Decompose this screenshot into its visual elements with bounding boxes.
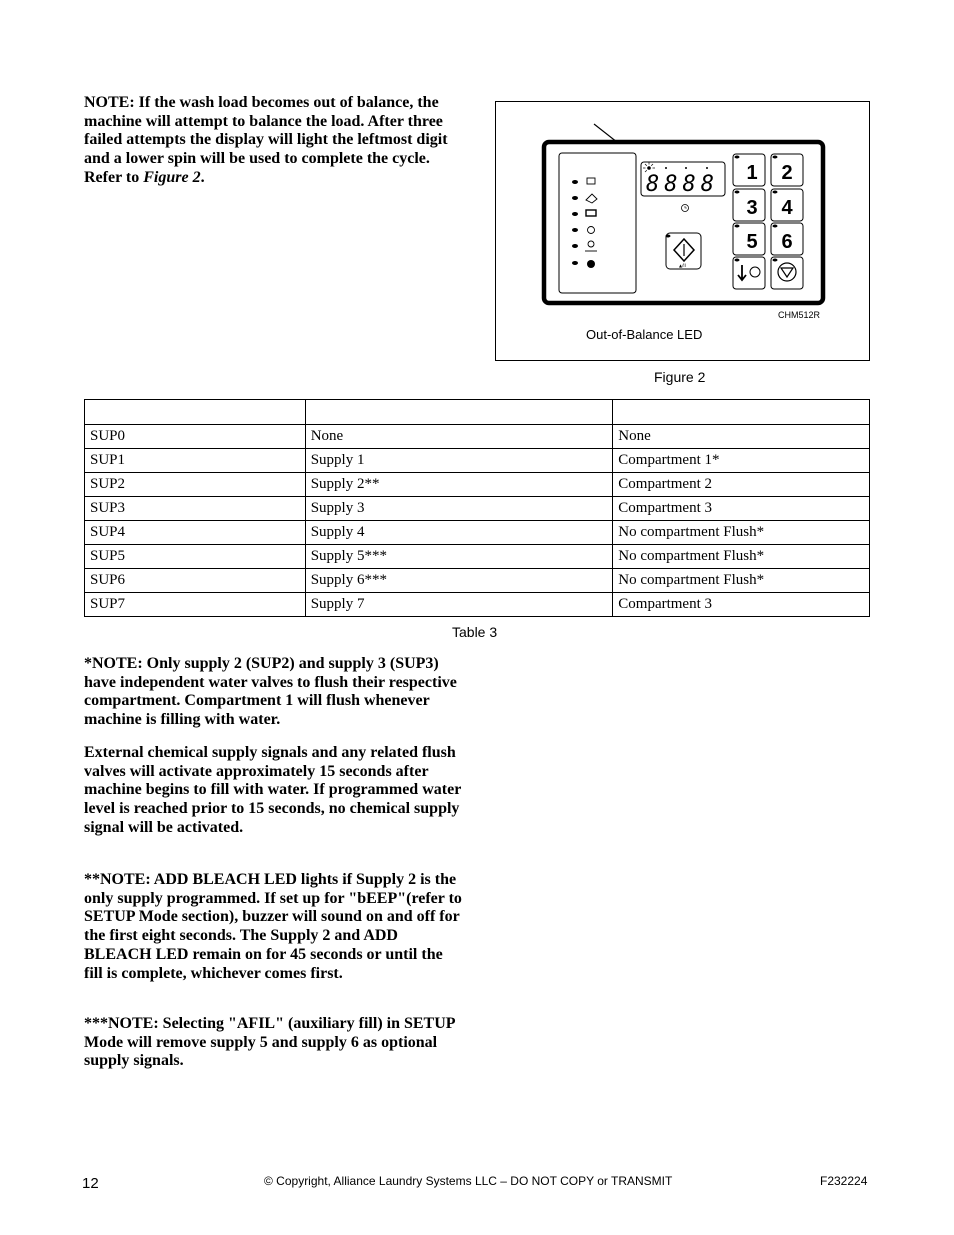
table-row — [85, 425, 870, 449]
table-row — [85, 521, 870, 545]
table-cell: None — [305, 425, 613, 449]
copyright-notice: © Copyright, Alliance Laundry Systems LLC – DO NOT COPY or TRANSMIT — [264, 1174, 673, 1188]
table-row — [85, 449, 870, 473]
table-header-row — [85, 400, 870, 425]
figure-2-box — [495, 101, 870, 361]
table-cell: SUP6 — [85, 569, 306, 593]
note-double-asterisk: **NOTE: ADD BLEACH LED lights if Supply 2 is the only supply programmed. If set up for "bEEP"(refer to SETUP Mode section), buzzer will sound on and off for the first eight seconds. The Supply 2 and ADD BLEACH LED remain on for 45 seconds or until the fill is complete, whichever comes first. — [84, 871, 462, 982]
svg-text:▲/II: ▲/II — [679, 263, 686, 268]
supply-table — [84, 399, 870, 617]
note-triple-asterisk: ***NOTE: Selecting "AFIL" (auxiliary fill) in SETUP Mode will remove supply 5 and supply 6 as optional supply signals. — [84, 1015, 455, 1070]
key-2-label: 2 — [781, 162, 793, 184]
document-number: F232224 — [820, 1174, 868, 1188]
out-of-balance-led-label: Out-of-Balance LED — [586, 327, 703, 342]
note-single-asterisk: *NOTE: Only supply 2 (SUP2) and supply 3 (SUP3) have independent water valves to flush their respective compartment. Compartment 1 will flush whenever machine is filling with water. — [84, 655, 457, 729]
table-row — [85, 569, 870, 593]
table-cell: None — [613, 425, 870, 449]
table-cell: Supply 2** — [305, 473, 613, 497]
figure-reference: Figure 2 — [143, 168, 201, 186]
table-cell: Compartment 2 — [613, 473, 870, 497]
note-out-of-balance-end: . — [200, 168, 205, 186]
note-out-of-balance-text: NOTE: If the wash load becomes out of balance, the machine will attempt to balance the load. After three failed attempts the display will light the leftmost digit and a lower spin will be used to complete the cycle. Refer to — [84, 94, 448, 186]
key-5-label: 5 — [746, 231, 758, 253]
status-led-panel — [559, 153, 636, 293]
note-out-of-balance — [84, 94, 464, 188]
table-row — [85, 593, 870, 617]
figure-code: CHM512R — [777, 310, 820, 320]
table-row — [85, 545, 870, 569]
table-cell: Compartment 3 — [613, 593, 870, 617]
table-cell: Supply 3 — [305, 497, 613, 521]
control-panel-illustration — [496, 102, 871, 362]
key-3-label: 3 — [746, 197, 758, 219]
table-row — [85, 473, 870, 497]
table-cell: Supply 5*** — [305, 545, 613, 569]
key-6-label: 6 — [781, 231, 793, 253]
display-digits: 8888 — [646, 172, 719, 197]
table-header-cell — [305, 400, 613, 425]
table-cell: SUP5 — [85, 545, 306, 569]
table-cell: Supply 6*** — [305, 569, 613, 593]
figure-caption: Figure 2 — [654, 369, 706, 385]
table-cell: No compartment Flush* — [613, 569, 870, 593]
table-row — [85, 497, 870, 521]
note-external-signals: External chemical supply signals and any related flush valves will activate approximately 15 seconds after machine begins to fill with water. If programmed water level is reached prior to 15 seconds, no chemical supply signal will be activated. — [84, 744, 461, 836]
table-cell: SUP0 — [85, 425, 306, 449]
table-cell: Supply 7 — [305, 593, 613, 617]
key-stop[interactable] — [771, 257, 803, 289]
table-cell: SUP2 — [85, 473, 306, 497]
table-header-cell — [613, 400, 870, 425]
table-cell: Compartment 3 — [613, 497, 870, 521]
table-cell: No compartment Flush* — [613, 545, 870, 569]
table-cell: Compartment 1* — [613, 449, 870, 473]
table-cell: SUP7 — [85, 593, 306, 617]
key-4-label: 4 — [781, 197, 793, 219]
page-number: 12 — [82, 1175, 99, 1192]
table-header-cell — [85, 400, 306, 425]
table-cell: SUP1 — [85, 449, 306, 473]
table-caption: Table 3 — [452, 624, 498, 640]
table-cell: Supply 1 — [305, 449, 613, 473]
table-cell: SUP4 — [85, 521, 306, 545]
table-cell: SUP3 — [85, 497, 306, 521]
table-cell: No compartment Flush* — [613, 521, 870, 545]
table-cell: Supply 4 — [305, 521, 613, 545]
key-1-label: 1 — [746, 162, 758, 184]
